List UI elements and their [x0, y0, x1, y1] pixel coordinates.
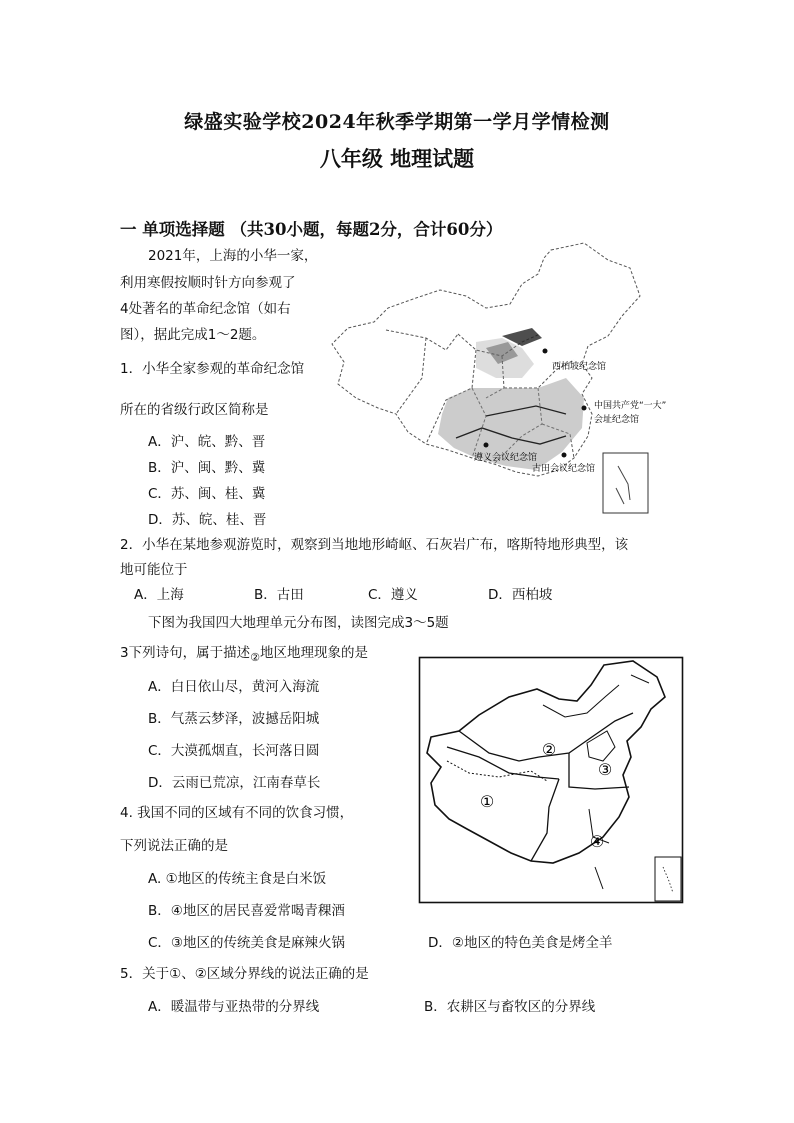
q3-stem	[120, 641, 368, 664]
q4-option-b[interactable]: B．④地区的居民喜爱常喝青稞酒	[148, 903, 345, 919]
q2-stem: 地可能位于	[120, 562, 188, 578]
q2-option-b[interactable]: B．古田	[254, 587, 304, 603]
label-cpc-site: 会址纪念馆	[594, 415, 640, 425]
q4-stem: 4. 我国不同的区域有不同的饮食习惯，	[120, 805, 354, 821]
south-sea-inset	[655, 857, 681, 901]
label-gutian: 古田会议纪念馆	[532, 464, 596, 474]
region-4-label: ④	[589, 832, 605, 851]
q5-option-a[interactable]: A．暖温带与亚热带的分界线	[148, 999, 320, 1015]
q3-stem-mark: ②	[250, 651, 260, 664]
intro1-line: 4处著名的革命纪念馆（如右	[120, 301, 291, 317]
region-1-label: ①	[479, 792, 495, 811]
q1-stem: 1．小华全家参观的革命纪念馆	[120, 361, 305, 377]
region-2-label: ②	[541, 740, 557, 759]
q3-option-b[interactable]: B．气蒸云梦泽，波撼岳阳城	[148, 711, 320, 727]
intro1-line: 利用寒假按顺时针方向参观了	[120, 275, 296, 291]
q5-option-b[interactable]: B．农耕区与畜牧区的分界线	[424, 999, 596, 1015]
intro2: 下图为我国四大地理单元分布图，读图完成3～5题	[148, 615, 449, 631]
school-title: 绿盛实验学校2024年秋季学期第一学月学情检测	[184, 111, 610, 133]
q1-option-c[interactable]: C．苏、闽、桂、冀	[148, 486, 266, 502]
q1-option-a[interactable]: A．沪、皖、黔、晋	[148, 434, 266, 450]
q1-option-b[interactable]: B．沪、闽、黔、冀	[148, 460, 266, 476]
q4-option-c[interactable]: C．③地区的传统美食是麻辣火锅	[148, 935, 346, 951]
q3-option-a[interactable]: A．白日依山尽，黄河入海流	[148, 679, 320, 695]
q3-stem-post: 地区地理现象的是	[259, 645, 368, 661]
four-regions-map	[419, 657, 683, 903]
q2-option-d[interactable]: D．西柏坡	[488, 587, 553, 603]
label-xibaipo: 西柏坡纪念馆	[552, 362, 607, 372]
q4-stem: 下列说法正确的是	[120, 838, 228, 854]
label-zunyi: 遵义会议纪念馆	[474, 453, 538, 463]
region-3-label: ③	[597, 760, 613, 779]
intro1-line: 2021年，上海的小华一家，	[148, 248, 318, 264]
q2-option-c[interactable]: C．遵义	[368, 587, 418, 603]
q3-stem-pre: 3下列诗句，属于描述	[120, 645, 251, 661]
q2-stem: 2．小华在某地参观游览时，观察到当地地形崎岖、石灰岩广布，喀斯特地形典型，该	[120, 537, 629, 553]
q2-option-a[interactable]: A．上海	[134, 587, 184, 603]
section-title: 一 单项选择题 （共30小题，每题2分，合计60分）	[120, 220, 503, 239]
q5-stem: 5．关于①、②区域分界线的说法正确的是	[120, 966, 369, 982]
q4-option-d[interactable]: D．②地区的特色美食是烤全羊	[428, 935, 613, 951]
q3-option-c[interactable]: C．大漠孤烟直，长河落日圆	[148, 743, 320, 759]
q4-option-a[interactable]: A. ①地区的传统主食是白米饭	[148, 871, 327, 887]
label-cpc-congress: 中国共产党“一大”	[594, 401, 667, 411]
q1-stem: 所在的省级行政区简称是	[120, 402, 269, 418]
intro1-line: 图），据此完成1～2题。	[120, 327, 266, 343]
q3-option-d[interactable]: D．云雨已荒凉，江南春草长	[148, 775, 321, 791]
revolution-map	[326, 238, 667, 520]
q1-option-d[interactable]: D．苏、皖、桂、晋	[148, 512, 267, 528]
south-sea-inset	[603, 453, 648, 513]
exam-title: 八年级 地理试题	[319, 146, 475, 171]
